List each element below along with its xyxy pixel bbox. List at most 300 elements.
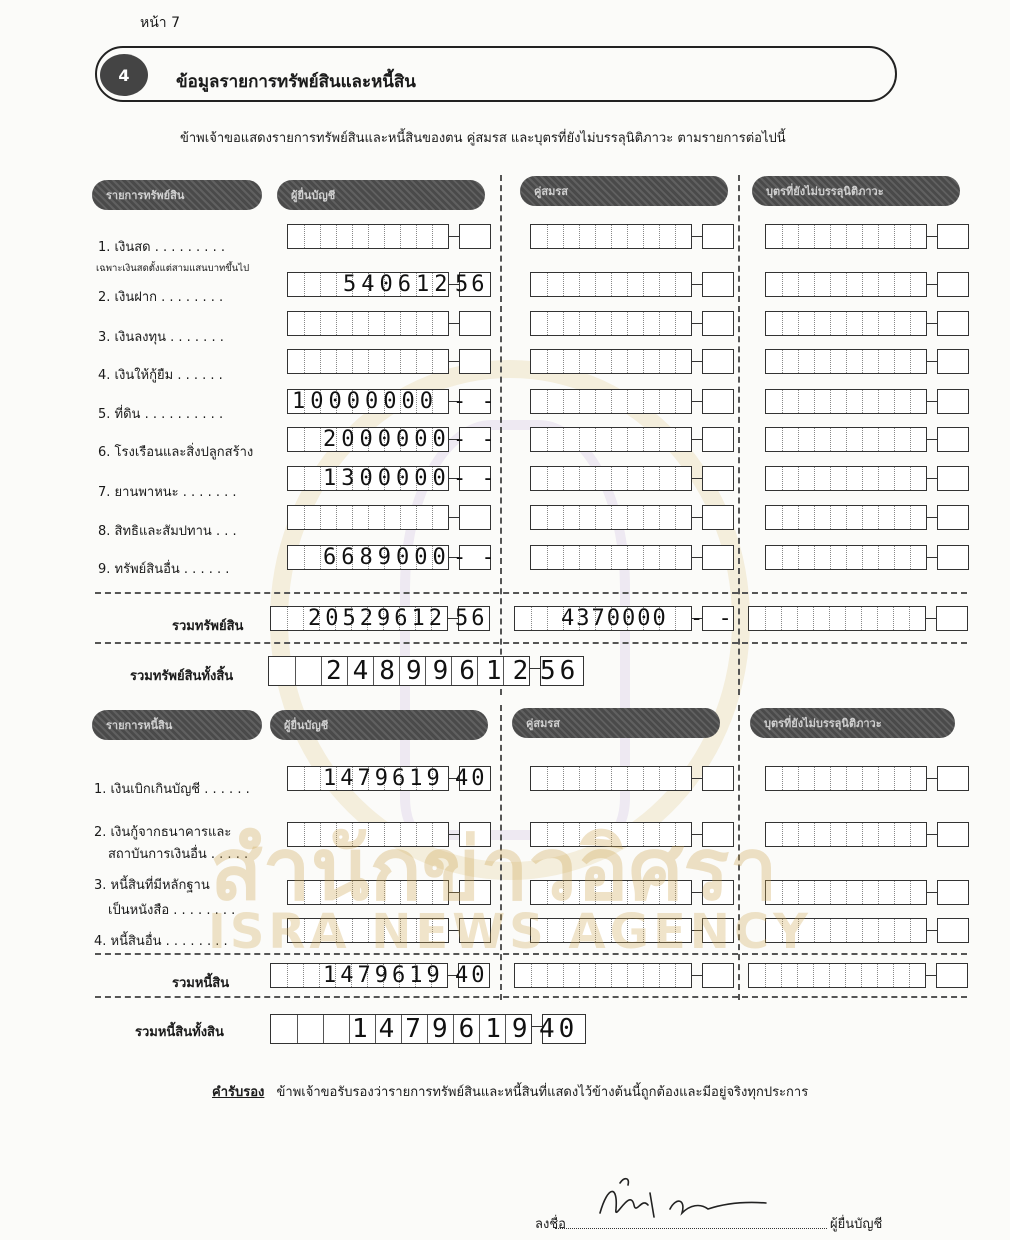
- satang-separator: [927, 466, 937, 491]
- digit-box: [320, 350, 336, 373]
- digit-box: [766, 390, 782, 413]
- digit-box: [798, 350, 814, 373]
- digit-box: [830, 312, 846, 335]
- satang-separator: [692, 224, 702, 249]
- digit-box: [563, 506, 579, 529]
- digit-box: [304, 428, 320, 451]
- child-liability-total-baht-boxes: [748, 963, 926, 988]
- digit-box: [627, 225, 643, 248]
- spouse-asset-row-5-satang-box: [702, 389, 734, 414]
- digit-box: [845, 964, 861, 987]
- digit-box: [782, 823, 798, 846]
- spouse-asset-row-1-satang-box: [702, 224, 734, 249]
- digit-box: [894, 467, 910, 490]
- digit-box: [910, 546, 926, 569]
- liability-label-overdraft: 1. เงินเบิกเกินบัญชี . . . . . .: [94, 782, 250, 797]
- child-asset-row-1-baht-boxes: [765, 224, 927, 249]
- digit-box: [878, 919, 894, 942]
- child-liability-row-2-baht-boxes: [765, 822, 927, 847]
- spouse-liability-row-1: [530, 766, 734, 791]
- digit-box: [910, 467, 926, 490]
- digit-box: [384, 506, 400, 529]
- digit-box: [813, 964, 829, 987]
- digit-box: [304, 225, 320, 248]
- digit-box: [675, 312, 691, 335]
- satang-separator: [927, 822, 937, 847]
- child-asset-row-1-satang-box: [937, 224, 969, 249]
- digit-box: [304, 350, 320, 373]
- child-asset-row-3: [765, 311, 969, 336]
- digit-box: [814, 506, 830, 529]
- satang-separator: [926, 606, 936, 631]
- spouse-liability-row-1-baht-boxes: [530, 766, 692, 791]
- section-title: ข้อมูลรายการทรัพย์สินและหนี้สิน: [176, 72, 416, 92]
- watermark-english-text: ISRA NEWS AGENCY: [208, 904, 812, 960]
- digit-box: [563, 390, 579, 413]
- filer-total-assets-satang: 56: [455, 606, 488, 631]
- child-liability-row-4-satang-box: [937, 918, 969, 943]
- header-liability-children: บุตรที่ยังไม่บรรลุนิติภาวะ: [750, 708, 955, 738]
- digit-box: [878, 823, 894, 846]
- digit-box: [611, 273, 627, 296]
- digit-box: [830, 919, 846, 942]
- digit-box: [295, 657, 321, 685]
- digit-box: [368, 506, 384, 529]
- digit-box: [862, 767, 878, 790]
- header-children: บุตรที่ยังไม่บรรลุนิติภาวะ: [752, 176, 960, 206]
- asset-total-divider-top: [95, 592, 967, 594]
- digit-box: [878, 467, 894, 490]
- spouse-asset-row-2: [530, 272, 734, 297]
- spouse-liability-total-baht-boxes: [514, 963, 692, 988]
- digit-box: [862, 823, 878, 846]
- liability-grand-total-label: รวมหนี้สินทั้งสิน: [135, 1025, 224, 1040]
- digit-box: [611, 506, 627, 529]
- digit-box: [846, 467, 862, 490]
- digit-box: [765, 964, 781, 987]
- header-liability-filer: ผู้ยื่นบัญชี: [270, 710, 488, 740]
- digit-box: [781, 964, 797, 987]
- spouse-asset-row-9: [530, 545, 734, 570]
- child-asset-row-2: [765, 272, 969, 297]
- digit-box: [894, 881, 910, 904]
- digit-box: [547, 467, 563, 490]
- digit-box: [894, 919, 910, 942]
- child-liability-row-1-baht-boxes: [765, 766, 927, 791]
- digit-box: [595, 964, 611, 987]
- child-asset-row-7: [765, 466, 969, 491]
- digit-box: [878, 350, 894, 373]
- satang-separator: [692, 766, 702, 791]
- digit-box: [814, 273, 830, 296]
- digit-box: [352, 312, 368, 335]
- spouse-asset-row-4-satang-box: [702, 349, 734, 374]
- digit-box: [416, 350, 432, 373]
- spouse-asset-row-7-satang-box: [702, 466, 734, 491]
- filer-asset-row-3-baht-boxes: [287, 311, 449, 336]
- digit-box: [563, 546, 579, 569]
- digit-box: [910, 881, 926, 904]
- digit-box: [627, 506, 643, 529]
- satang-separator: [927, 918, 937, 943]
- digit-box: [400, 312, 416, 335]
- digit-box: [547, 312, 563, 335]
- digit-box: [830, 467, 846, 490]
- digit-box: [814, 823, 830, 846]
- satang-separator: [692, 505, 702, 530]
- digit-box: [611, 964, 627, 987]
- digit-box: [798, 273, 814, 296]
- satang-separator: [927, 505, 937, 530]
- digit-box: [659, 225, 675, 248]
- digit-box: [798, 767, 814, 790]
- header-liability-items: รายการหนี้สิน: [92, 710, 262, 740]
- digit-box: [643, 546, 659, 569]
- digit-box: [846, 767, 862, 790]
- digit-box: [766, 546, 782, 569]
- digit-box: [830, 428, 846, 451]
- digit-box: [781, 607, 797, 630]
- satang-separator: [449, 224, 459, 249]
- spouse-asset-row-3-satang-box: [702, 311, 734, 336]
- spouse-asset-row-4: [530, 349, 734, 374]
- digit-box: [862, 225, 878, 248]
- digit-box: [814, 919, 830, 942]
- asset-grand-total-satang: 56: [540, 656, 580, 686]
- digit-box: [611, 225, 627, 248]
- digit-box: [766, 506, 782, 529]
- child-asset-row-7-satang-box: [937, 466, 969, 491]
- asset-label-buildings: 6. โรงเรือนและสิ่งปลูกสร้าง: [98, 445, 254, 460]
- header-asset-items: รายการทรัพย์สิน: [92, 180, 262, 210]
- digit-box: [304, 273, 320, 296]
- digit-box: [531, 767, 547, 790]
- digit-box: [813, 607, 829, 630]
- digit-box: [643, 467, 659, 490]
- digit-box: [675, 964, 691, 987]
- digit-box: [782, 225, 798, 248]
- spouse-asset-row-4-baht-boxes: [530, 349, 692, 374]
- section-intro: ข้าพเจ้าขอแสดงรายการทรัพย์สินและหนี้สินของตน คู่สมรส และบุตรที่ยังไม่บรรลุนิติภาวะ ตามรายการต่อไปนี้: [180, 131, 786, 146]
- digit-box: [846, 506, 862, 529]
- digit-box: [352, 506, 368, 529]
- satang-separator: [927, 880, 937, 905]
- digit-box: [595, 273, 611, 296]
- digit-box: [579, 506, 595, 529]
- digit-box: [304, 767, 320, 790]
- filer-deposit-value: 540612: [343, 272, 453, 297]
- asset-label-land: 5. ที่ดิน . . . . . . . . . .: [98, 407, 224, 422]
- certification-text: ข้าพเจ้าขอรับรองว่ารายการทรัพย์สินและหนี้สินที่แสดงไว้ข้างต้นนี้ถูกต้องและมีอยู่จริงทุกประการ: [276, 1085, 809, 1100]
- digit-box: [563, 467, 579, 490]
- asset-grand-total-label: รวมทรัพย์สินทั้งสิ้น: [130, 669, 234, 684]
- digit-box: [766, 767, 782, 790]
- asset-label-investment: 3. เงินลงทุน . . . . . . .: [98, 330, 224, 345]
- digit-box: [659, 506, 675, 529]
- filer-land-satang: - -: [453, 389, 496, 414]
- spouse-asset-row-3-baht-boxes: [530, 311, 692, 336]
- child-asset-row-9-satang-box: [937, 545, 969, 570]
- digit-box: [595, 225, 611, 248]
- digit-box: [531, 428, 547, 451]
- digit-box: [798, 546, 814, 569]
- digit-box: [862, 428, 878, 451]
- digit-box: [814, 312, 830, 335]
- digit-box: [797, 607, 813, 630]
- digit-box: [659, 390, 675, 413]
- digit-box: [910, 225, 926, 248]
- child-asset-row-8: [765, 505, 969, 530]
- digit-box: [271, 1015, 297, 1043]
- digit-box: [531, 225, 547, 248]
- spouse-asset-row-9-baht-boxes: [530, 545, 692, 570]
- satang-separator: [692, 466, 702, 491]
- digit-box: [515, 964, 531, 987]
- liability-grand-total-satang: 40: [539, 1014, 579, 1044]
- digit-box: [894, 506, 910, 529]
- child-asset-row-3-satang-box: [937, 311, 969, 336]
- spouse-asset-row-8: [530, 505, 734, 530]
- digit-box: [878, 767, 894, 790]
- digit-box: [782, 546, 798, 569]
- digit-box: [782, 312, 798, 335]
- digit-box: [766, 467, 782, 490]
- liability-label-documented: 3. หนี้สินที่มีหลักฐาน: [94, 878, 210, 893]
- digit-box: [749, 964, 765, 987]
- digit-box: [432, 225, 448, 248]
- spouse-asset-row-6: [530, 427, 734, 452]
- digit-box: [862, 273, 878, 296]
- digit-box: [830, 506, 846, 529]
- digit-box: [336, 506, 352, 529]
- digit-box: [659, 767, 675, 790]
- child-asset-total-baht-boxes: [748, 606, 926, 631]
- filer-asset-row-4-baht-boxes: [287, 349, 449, 374]
- digit-box: [830, 881, 846, 904]
- filer-buildings-value: 2000000: [323, 427, 451, 452]
- satang-separator: [692, 311, 702, 336]
- digit-box: [659, 312, 675, 335]
- digit-box: [297, 1015, 323, 1043]
- digit-box: [643, 225, 659, 248]
- digit-box: [579, 225, 595, 248]
- digit-box: [563, 767, 579, 790]
- digit-box: [675, 350, 691, 373]
- digit-box: [894, 390, 910, 413]
- digit-box: [861, 964, 877, 987]
- digit-box: [782, 273, 798, 296]
- digit-box: [782, 881, 798, 904]
- asset-label-deposit: 2. เงินฝาก . . . . . . . .: [98, 290, 224, 305]
- filer-vehicles-value: 1300000: [323, 466, 451, 491]
- filer-asset-row-3-satang-box: [459, 311, 491, 336]
- asset-label-loans-given: 4. เงินให้กู้ยืม . . . . . .: [98, 368, 223, 383]
- liability-label-bank-loans-2: สถาบันการเงินอื่น . . . . .: [108, 847, 249, 862]
- digit-box: [384, 225, 400, 248]
- digit-box: [846, 881, 862, 904]
- signer-role: ผู้ยื่นบัญชี: [830, 1217, 883, 1232]
- digit-box: [595, 428, 611, 451]
- digit-box: [675, 546, 691, 569]
- digit-box: [595, 506, 611, 529]
- digit-box: [531, 312, 547, 335]
- filer-land-value: 10000000: [292, 389, 438, 414]
- digit-box: [611, 467, 627, 490]
- digit-box: [643, 506, 659, 529]
- digit-box: [878, 273, 894, 296]
- digit-box: [288, 506, 304, 529]
- digit-box: [675, 506, 691, 529]
- digit-box: [432, 312, 448, 335]
- digit-box: [288, 312, 304, 335]
- digit-box: [659, 964, 675, 987]
- liability-label-bank-loans: 2. เงินกู้จากธนาคารและ: [94, 825, 232, 840]
- digit-box: [384, 350, 400, 373]
- digit-box: [846, 919, 862, 942]
- digit-box: [303, 964, 319, 987]
- digit-box: [862, 312, 878, 335]
- digit-box: [531, 506, 547, 529]
- digit-box: [861, 607, 877, 630]
- digit-box: [547, 767, 563, 790]
- digit-box: [352, 350, 368, 373]
- digit-box: [878, 390, 894, 413]
- child-liability-row-2-satang-box: [937, 822, 969, 847]
- digit-box: [894, 767, 910, 790]
- liability-label-documented-2: เป็นหนังสือ . . . . . . . .: [108, 903, 236, 918]
- digit-box: [675, 767, 691, 790]
- digit-box: [595, 312, 611, 335]
- digit-box: [782, 350, 798, 373]
- satang-separator: [926, 963, 936, 988]
- digit-box: [579, 546, 595, 569]
- filer-asset-row-3: [287, 311, 491, 336]
- digit-box: [531, 273, 547, 296]
- digit-box: [547, 428, 563, 451]
- digit-box: [910, 823, 926, 846]
- digit-box: [862, 546, 878, 569]
- digit-box: [563, 225, 579, 248]
- spouse-asset-row-2-baht-boxes: [530, 272, 692, 297]
- child-liability-row-3: [765, 880, 969, 905]
- digit-box: [416, 506, 432, 529]
- digit-box: [627, 467, 643, 490]
- digit-box: [531, 546, 547, 569]
- digit-box: [579, 964, 595, 987]
- header-spouse: คู่สมรส: [520, 176, 728, 206]
- digit-box: [547, 964, 563, 987]
- digit-box: [862, 350, 878, 373]
- digit-box: [829, 607, 845, 630]
- digit-box: [336, 225, 352, 248]
- child-asset-row-6-satang-box: [937, 427, 969, 452]
- digit-box: [830, 823, 846, 846]
- satang-separator: [927, 427, 937, 452]
- digit-box: [862, 506, 878, 529]
- digit-box: [595, 767, 611, 790]
- digit-box: [782, 467, 798, 490]
- child-liability-total-satang-box: [936, 963, 968, 988]
- digit-box: [531, 390, 547, 413]
- digit-box: [547, 506, 563, 529]
- satang-separator: [692, 545, 702, 570]
- digit-box: [878, 546, 894, 569]
- satang-separator: [927, 224, 937, 249]
- digit-box: [782, 428, 798, 451]
- child-asset-row-4: [765, 349, 969, 374]
- digit-box: [846, 390, 862, 413]
- digit-box: [910, 273, 926, 296]
- digit-box: [595, 390, 611, 413]
- digit-box: [830, 546, 846, 569]
- child-asset-total: [748, 606, 968, 631]
- spouse-asset-row-3: [530, 311, 734, 336]
- digit-box: [563, 312, 579, 335]
- child-asset-row-9: [765, 545, 969, 570]
- column-divider: [738, 175, 740, 695]
- spouse-asset-row-1-baht-boxes: [530, 224, 692, 249]
- satang-separator: [927, 311, 937, 336]
- filer-asset-row-1: [287, 224, 491, 249]
- digit-box: [627, 964, 643, 987]
- digit-box: [531, 350, 547, 373]
- asset-note-cash: เฉพาะเงินสดตั้งแต่สามแสนบาทขึ้นไป: [96, 263, 250, 274]
- digit-box: [320, 506, 336, 529]
- digit-box: [531, 607, 547, 630]
- digit-box: [910, 312, 926, 335]
- digit-box: [782, 767, 798, 790]
- digit-box: [595, 467, 611, 490]
- satang-separator: [692, 272, 702, 297]
- digit-box: [547, 546, 563, 569]
- child-asset-row-8-satang-box: [937, 505, 969, 530]
- digit-box: [611, 767, 627, 790]
- digit-box: [782, 506, 798, 529]
- liability-total-label: รวมหนี้สิน: [172, 976, 230, 991]
- filer-asset-row-8-baht-boxes: [287, 505, 449, 530]
- digit-box: [659, 350, 675, 373]
- satang-separator: [692, 349, 702, 374]
- digit-box: [627, 546, 643, 569]
- satang-separator: [927, 766, 937, 791]
- certification: [212, 1081, 808, 1102]
- digit-box: [878, 428, 894, 451]
- asset-label-other: 9. ทรัพย์สินอื่น . . . . . .: [98, 562, 230, 577]
- child-liability-row-1-satang-box: [937, 766, 969, 791]
- digit-box: [675, 467, 691, 490]
- child-asset-row-1: [765, 224, 969, 249]
- filer-asset-row-8: [287, 505, 491, 530]
- satang-separator: [692, 389, 702, 414]
- filer-deposit-satang: 56: [455, 272, 488, 297]
- digit-box: [846, 428, 862, 451]
- digit-box: [288, 428, 304, 451]
- satang-separator: [927, 389, 937, 414]
- child-asset-row-9-baht-boxes: [765, 545, 927, 570]
- digit-box: [893, 607, 909, 630]
- filer-buildings-satang: - -: [453, 427, 496, 452]
- handwritten-signature: [590, 1175, 790, 1231]
- filer-asset-row-1-satang-box: [459, 224, 491, 249]
- digit-box: [288, 273, 304, 296]
- digit-box: [765, 607, 781, 630]
- digit-box: [320, 312, 336, 335]
- digit-box: [400, 225, 416, 248]
- digit-box: [304, 506, 320, 529]
- digit-box: [611, 350, 627, 373]
- digit-box: [579, 467, 595, 490]
- section-number-badge: 4: [100, 54, 148, 96]
